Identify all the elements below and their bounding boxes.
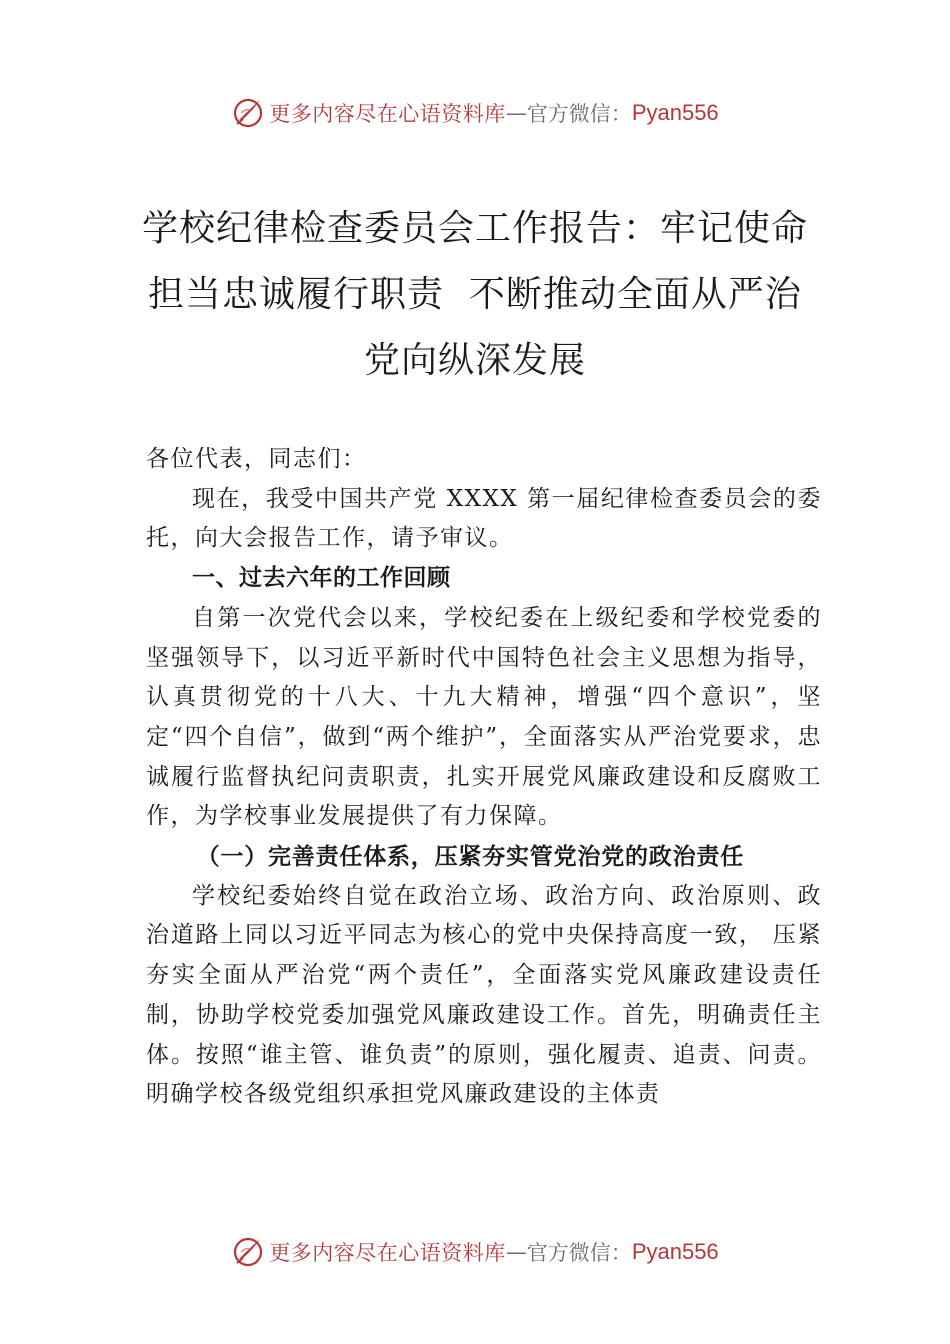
header-watermark (0, 96, 950, 130)
quill-seal-icon (231, 1235, 265, 1269)
subsection-heading: （一）完善责任体系，压紧夯实管党治党的政治责任 (196, 843, 744, 871)
section-heading: 一、过去六年的工作回顾 (192, 565, 451, 592)
document-body (146, 440, 822, 1115)
watermark-dash: — (505, 101, 527, 125)
title-line-1: 学校纪律检查委员会工作报告：牢记使命 (141, 208, 808, 249)
watermark-label: 官方微信： (526, 102, 632, 126)
watermark-main-text: 更多内容尽在心语资料库 (269, 1241, 506, 1265)
watermark-account: Pyan556 (631, 100, 719, 125)
title-line-2: 担当忠诚履行职责 不断推动全面从严治 (148, 274, 802, 315)
title-line-3: 党向纵深发展 (363, 340, 586, 381)
watermark-account: Pyan556 (631, 1239, 719, 1264)
paragraph-review: 自第一次党代会以来，学校纪委在上级纪委和学校党委的坚强领导下，以习近平新时代中国特色社会主义思想为指导，认真贯彻党的十八大、十九大精神，增强“四个意识”，坚定“四个自信”，做到“两个维护”，全面落实从严治党要求，忠诚履行监督执纪问责职责，扎实开展党风廉政建设和反腐败工作，为学校事业发展提供了有力保障。 (146, 604, 822, 830)
watermark-main-text: 更多内容尽在心语资料库 (269, 102, 506, 126)
watermark-label: 官方微信： (526, 1241, 632, 1265)
paragraph-responsibility: 学校纪委始终自觉在政治立场、政治方向、政治原则、政治道路上同以习近平同志为核心的党中央保持高度一致， 压紧夯实全面从严治党“两个责任”，全面落实党风廉政建设责任制，协助学校党委加强党风廉政建设工作。首先，明确责任主体。按照“谁主管、谁负责”的原则，强化履责、追责、问责。明确学校各级党组织承担党风廉政建设的主体责 (146, 882, 822, 1108)
document-title (0, 196, 950, 394)
footer-watermark (0, 1235, 950, 1269)
salutation: 各位代表，同志们： (146, 446, 367, 472)
paragraph-intro: 现在，我受中国共产党 XXXX 第一届纪律检查委员会的委托，向大会报告工作，请予审议。 (146, 485, 822, 552)
watermark-dash: — (505, 1240, 527, 1264)
quill-seal-icon (231, 96, 265, 130)
